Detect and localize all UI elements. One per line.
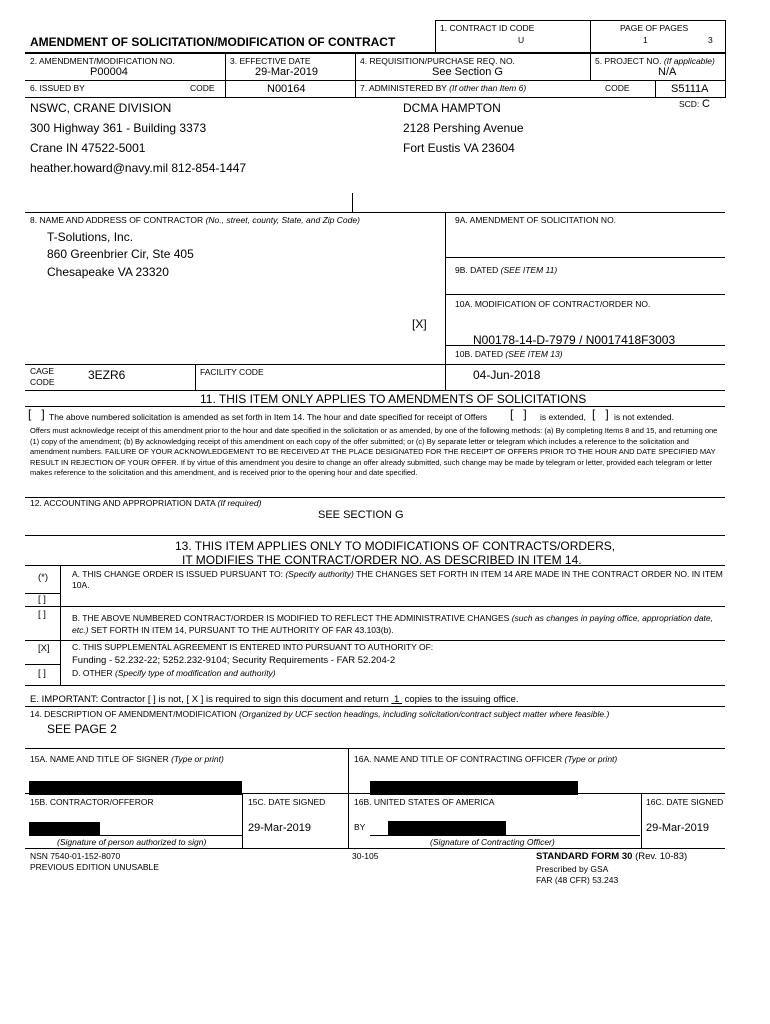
signature-line	[29, 835, 242, 836]
is-not-checkbox[interactable]: [ ]	[147, 694, 156, 705]
row-rule	[25, 706, 725, 707]
item10a-check: [X]	[412, 317, 427, 331]
nsn-number: NSN 7540-01-152-8070	[30, 851, 121, 861]
item13b-text: B. THE ABOVE NUMBERED CONTRACT/ORDER IS MODIFIED TO REFLECT THE ADMINISTRATIVE CHANGES (such as changes in paying office, appropriation date, etc.) SET FORTH IN ITEM 14, PURSUANT TO THE AUTHORITY OF FAR 43.103(b).	[72, 613, 714, 635]
signature-officer-caption: (Signature of Contracting Officer)	[430, 837, 555, 847]
effective-date: 29-Mar-2019	[255, 66, 318, 78]
item13-blank-checkbox[interactable]: [ ]	[38, 594, 46, 605]
row-rule	[25, 406, 725, 407]
item12-label: 12. ACCOUNTING AND APPROPRIATION DATA (If required)	[30, 498, 262, 508]
officer-name-label: 16A. NAME AND TITLE OF CONTRACTING OFFICER (Type or print)	[354, 754, 618, 764]
date-signed-16c-label: 16C. DATE SIGNED	[646, 797, 724, 807]
redacted-contractor-signature	[29, 822, 100, 835]
row-rule	[25, 390, 725, 391]
row-rule	[25, 80, 725, 81]
item11-line: The above numbered solicitation is amended as set forth in Item 14. The hour and date specified for receipt of Offers	[49, 412, 488, 422]
admin-code: S5111A	[671, 83, 709, 95]
issuer-name: NSWC, CRANE DIVISION	[30, 101, 172, 115]
divider	[355, 53, 356, 97]
signer-name-label: 15A. NAME AND TITLE OF SIGNER (Type or print)	[30, 754, 224, 764]
row-rule	[25, 364, 725, 365]
signature-person-caption: (Signature of person authorized to sign)	[57, 837, 207, 847]
copies-count: 1	[394, 694, 400, 705]
project-value: N/A	[658, 66, 677, 78]
form-code: 30-105	[352, 851, 379, 861]
item10b-date: 04-Jun-2018	[473, 368, 541, 382]
contractor-city: Chesapeake VA 23320	[47, 265, 169, 279]
effective-date-label: 3. EFFECTIVE DATE	[230, 56, 311, 66]
amendment-no: P00004	[90, 66, 128, 78]
row-rule	[25, 97, 725, 98]
project-label: 5. PROJECT NO. (If applicable)	[595, 56, 715, 66]
admin-name: DCMA HAMPTON	[403, 101, 501, 115]
by-label: BY	[354, 822, 366, 832]
code-label: CODE	[190, 83, 215, 93]
not-extended-checkbox[interactable]: [ ]	[592, 407, 609, 421]
issuer-city: Crane IN 47522-5001	[30, 141, 146, 155]
redacted-officer-signature	[388, 821, 506, 835]
admin-city: Fort Eustis VA 23604	[403, 141, 515, 155]
administered-by-label: 7. ADMINISTERED BY (If other than Item 6)	[360, 83, 527, 93]
item12-value: SEE SECTION G	[318, 509, 404, 521]
standard-form-label: STANDARD FORM 30 (Rev. 10-83)	[536, 851, 688, 862]
item13b-checkbox[interactable]: [ ]	[38, 609, 46, 620]
scd-value: C	[702, 98, 710, 110]
issued-code: N00164	[267, 83, 306, 95]
item14-label: 14. DESCRIPTION OF AMENDMENT/MODIFICATION (Organized by UCF section headings, including solicitation/contract subject matter where feasible.)	[30, 709, 610, 719]
admin-street: 2128 Pershing Avenue	[403, 121, 524, 135]
far-reference: FAR (48 CFR) 53.243	[536, 875, 619, 885]
item13d-text: D. OTHER (Specify type of modification and authority)	[72, 668, 276, 678]
important-e-line: E. IMPORTANT: Contractor [ ] is not, [ X ] is required to sign this document and return 1 copies to the issuing office.	[30, 694, 519, 705]
date-signed-16c: 29-Mar-2019	[646, 822, 709, 834]
row-rule	[25, 848, 725, 849]
divider	[195, 364, 196, 390]
item11-paragraph: Offers must acknowledge receipt of this amendment prior to the hour and date specified in the solicitation or as amended, by one of the following methods: (a) By completing Items 8 and 15, and returning one (1) copy of the amendment; (b) By acknowledging receipt of this amendment on each copy of the offer submitted; or (c) By separate letter or telegram which includes a reference to the solicitation and amendment numbers. FAILURE OF YOUR ACKNOWLEDGEMENT TO BE RECEIVED AT THE PLACE DESIGNATED FOR THE RECEIPT OF OFFERS PRIOR TO THE HOUR AND DATE SPECIFIED MAY RESULT IN REJECTION OF YOUR OFFER. If by virtue of this amendment you desire to change an offer already submitted, such change may be made by telegram or letter, provided each telegram or letter makes reference to the solicitation and this amendment, and is received prior to the opening hour and date specified.	[30, 426, 718, 478]
item13c-value: Funding - 52.232-22; 5252.232-9104; Security Requirements - FAR 52.204-2	[72, 655, 396, 666]
row-rule	[445, 294, 725, 295]
contractor-offeror-label: 15B. CONTRACTOR/OFFEROR	[30, 797, 154, 807]
date-signed-15c: 29-Mar-2019	[248, 822, 311, 834]
item9a-label: 9A. AMENDMENT OF SOLICITATION NO.	[455, 215, 617, 225]
item10a-label: 10A. MODIFICATION OF CONTRACT/ORDER NO.	[455, 299, 651, 309]
signature-line	[370, 835, 640, 836]
row-rule	[25, 664, 60, 665]
contract-id-label: 1. CONTRACT ID CODE	[440, 23, 535, 33]
usa-label: 16B. UNITED STATES OF AMERICA	[354, 797, 495, 807]
contract-id-value: U	[518, 35, 525, 45]
page-number: 1	[643, 35, 648, 45]
row-rule	[25, 748, 725, 749]
issued-by-label: 6. ISSUED BY	[30, 83, 85, 93]
not-extended-label: is not extended.	[614, 412, 675, 422]
top-border	[435, 20, 725, 21]
requisition-value: See Section G	[432, 66, 503, 78]
divider	[641, 793, 642, 848]
divider	[435, 20, 436, 53]
row-rule	[25, 212, 725, 213]
item14-value: SEE PAGE 2	[47, 722, 117, 736]
divider	[725, 20, 726, 98]
cage-label: CAGE CODE	[30, 366, 55, 387]
page-total: 3	[708, 35, 713, 45]
divider	[590, 20, 591, 53]
row-rule	[25, 535, 725, 536]
previous-edition-note: PREVIOUS EDITION UNUSABLE	[30, 862, 159, 872]
issuer-street: 300 Highway 361 - Building 3373	[30, 121, 207, 135]
item13a-text: A. THIS CHANGE ORDER IS ISSUED PURSUANT TO: (Specify authority) THE CHANGES SET FORTH IN ITEM 14 ARE MADE IN THE CONTRACT ORDER NO. IN ITEM 10A.	[72, 569, 723, 590]
item13-title: 13. THIS ITEM APPLIES ONLY TO MODIFICATIONS OF CONTRACTS/ORDERS,	[175, 539, 616, 553]
row-rule	[25, 685, 725, 686]
divider	[352, 193, 353, 213]
item11-title: 11. THIS ITEM ONLY APPLIES TO AMENDMENTS OF SOLICITATIONS	[200, 392, 587, 406]
item13c-text: C. THIS SUPPLEMENTAL AGREEMENT IS ENTERED INTO PURSUANT TO AUTHORITY OF:	[72, 642, 434, 652]
item11-checkbox[interactable]: [ ]	[28, 407, 45, 421]
requisition-label: 4. REQUISITION/PURCHASE REQ. NO.	[360, 56, 515, 66]
issuer-contact: heather.howard@navy.mil 812-854-1447	[30, 161, 247, 175]
scd-label: SCD:	[679, 99, 700, 109]
item13c-checkbox[interactable]: [X]	[38, 643, 50, 654]
item13d-checkbox[interactable]: [ ]	[38, 668, 46, 679]
item10b-label: 10B. DATED (SEE ITEM 13)	[455, 349, 563, 359]
redacted-signer-name	[29, 781, 242, 795]
divider	[348, 748, 349, 848]
amendment-no-label: 2. AMENDMENT/MODIFICATION NO.	[30, 56, 175, 66]
contractor-label: 8. NAME AND ADDRESS OF CONTRACTOR (No., street, county, State, and Zip Code)	[30, 215, 360, 225]
divider	[590, 53, 591, 81]
contractor-street: 860 Greenbrier Cir, Ste 405	[47, 247, 194, 261]
divider	[655, 80, 656, 97]
page-of-pages-label: PAGE OF PAGES	[620, 23, 689, 33]
contractor-name: T-Solutions, Inc.	[47, 230, 134, 244]
item9b-label: 9B. DATED (SEE ITEM 11)	[455, 265, 558, 275]
row-rule	[445, 257, 725, 258]
facility-code-label: FACILITY CODE	[200, 367, 264, 377]
divider	[225, 53, 226, 97]
prescribed-by: Prescribed by GSA	[536, 864, 609, 874]
is-extended-label: is extended,	[540, 412, 586, 422]
item13a-mark: (*)	[38, 572, 49, 583]
row-rule	[25, 606, 725, 607]
redacted-officer-name	[370, 781, 578, 795]
item13-subtitle: IT MODIFIES THE CONTRACT/ORDER NO. AS DESCRIBED IN ITEM 14.	[182, 553, 582, 567]
date-signed-15c-label: 15C. DATE SIGNED	[248, 797, 326, 807]
form-title: AMENDMENT OF SOLICITATION/MODIFICATION OF CONTRACT	[30, 35, 396, 49]
divider	[242, 793, 243, 848]
row-rule	[25, 640, 725, 641]
cage-code: 3EZR6	[88, 368, 126, 382]
title-rule	[25, 52, 725, 54]
is-required-checkbox[interactable]: [ X ]	[186, 694, 204, 705]
divider	[60, 565, 61, 685]
extended-checkbox[interactable]: [ ]	[510, 407, 527, 421]
item10a-number: N00178-14-D-7979 / N0017418F3003	[473, 333, 676, 347]
code-label: CODE	[605, 83, 630, 93]
